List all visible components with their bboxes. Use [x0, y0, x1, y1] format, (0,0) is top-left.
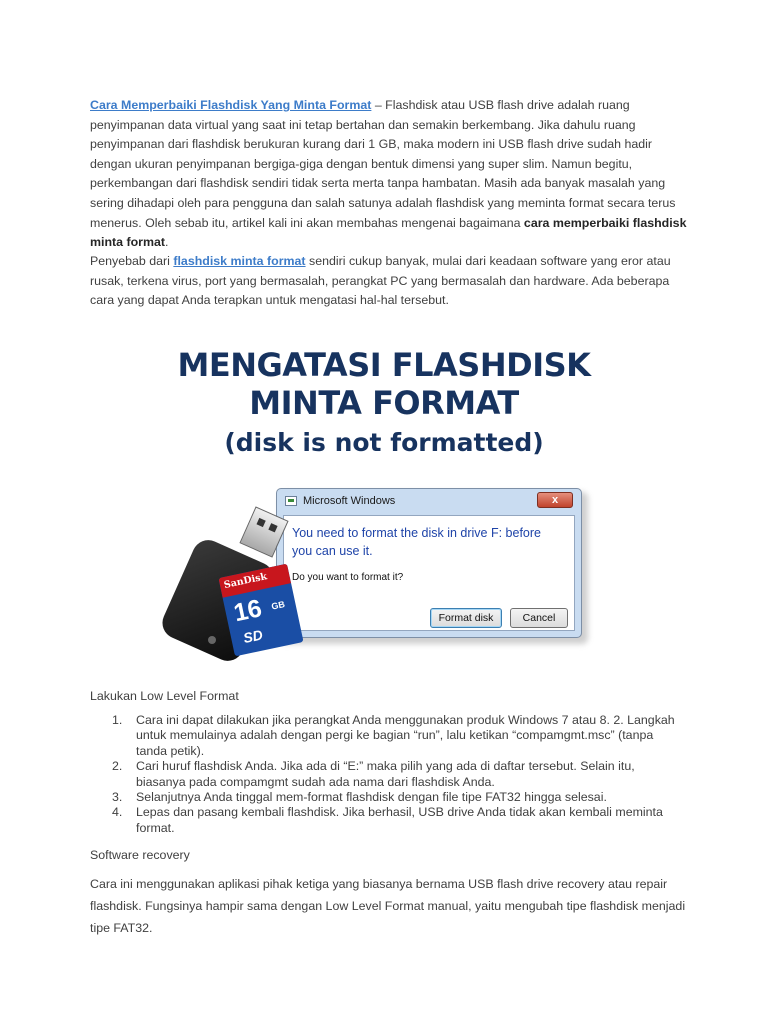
intro-bold-keyword: cara memperbaiki flashdisk minta format [90, 215, 687, 250]
dialog-title: Microsoft Windows [303, 495, 396, 507]
intro-text: – Flashdisk atau USB flash drive adalah ruang penyimpanan data virtual yang saat ini tetap bertahan dan semakin berkembang. Jika dahulu ruang penyimpanan dari flashdisk berukuran kurang dari 1 GB, maka modern ini USB flash drive sudah hadir dengan ukuran penyimpanan bergiga-giga dengan bentuk dimensi yang super slim. Namun begitu, perkembangan dari flashdisk sendiri tidak serta merta tanpa hambatan. Masih ada banyak masalah yang sering dihadapi oleh para pengguna dan salah satunya adalah flashdisk yang meminta format secara terus menerus. Oleh sebab itu, artikel kali ini akan membahas mengenai bagaimana [90, 98, 676, 230]
intro-paragraph [90, 96, 690, 253]
window-app-icon [285, 496, 297, 506]
close-icon: x [537, 492, 573, 508]
cause-paragraph [90, 252, 690, 311]
step-number: 4. [112, 805, 123, 820]
cancel-button: Cancel [510, 608, 568, 628]
software-recovery-paragraph: Cara ini menggunakan aplikasi pihak ketiga yang biasanya bernama USB flash drive recovery atau repair flashdisk. Fungsinya hampir sama dengan Low Level Format manual, yaitu mengubah tipe flashdisk menjadi tipe FAT32. [90, 877, 686, 935]
hero-title-line1: MENGATASI FLASHDISK [177, 346, 591, 384]
cause-text: sendiri cukup banyak, mulai dari keadaan software yang eror atau rusak, terkena virus, port yang bermasalah, perangkat PC yang bermasalah dan hardware. Ada beberapa cara yang dapat Anda terapkan untuk mengatasi hal-hal tersebut. [90, 254, 671, 308]
step-text: Cari huruf flashdisk Anda. Jika ada di “E:” maka pilih yang ada di daftar tersebut. Selain itu, biasanya pada compamgmt sudah ada nama dari flashdisk Anda. [136, 759, 635, 789]
cause-link[interactable]: flashdisk minta format [173, 254, 306, 268]
software-recovery-label: Software recovery [90, 848, 190, 862]
low-level-format-label: Lakukan Low Level Format [90, 689, 239, 703]
hero-subtitle: (disk is not formatted) [224, 428, 544, 457]
step-text: Selanjutnya Anda tinggal mem-format flashdisk dengan file tipe FAT32 hingga selesai. [136, 790, 607, 805]
dialog-body [283, 515, 575, 631]
format-disk-button: Format disk [430, 608, 502, 628]
intro-end: . [165, 235, 169, 250]
list-item [90, 805, 680, 836]
sd-card-logo: SD [241, 626, 265, 647]
usb-lanyard-hole [208, 636, 216, 644]
format-dialog [276, 488, 582, 638]
step-text: Cara ini dapat dilakukan jika perangkat Anda menggunakan produk Windows 7 atau 8. 2. Langkah untuk memulainya adalah dengan pergi ke bagian “run”, lalu ketikan “compamgmt.msc” (tanpa tanda petik). [136, 713, 675, 758]
dialog-question: Do you want to format it? [292, 572, 404, 583]
list-item [90, 713, 680, 759]
intro-title-link[interactable]: Cara Memperbaiki Flashdisk Yang Minta Format [90, 98, 372, 112]
dialog-titlebar [277, 489, 581, 513]
dialog-message: You need to format the disk in drive F: before you can use it. [292, 526, 541, 558]
sd-card-unit: GB [270, 599, 286, 612]
step-number: 2. [112, 759, 123, 774]
sd-card-capacity: 16 [231, 594, 265, 628]
low-level-steps [90, 713, 680, 836]
step-text: Lepas dan pasang kembali flashdisk. Jika berhasil, USB drive Anda tidak akan kembali meminta format. [136, 805, 663, 835]
step-number: 1. [112, 713, 123, 727]
hero-title-line2: MINTA FORMAT [249, 384, 519, 422]
cause-before: Penyebab dari [90, 254, 174, 268]
step-number: 3. [112, 790, 123, 805]
list-item [90, 759, 680, 790]
sd-card-brand: SanDisk [222, 571, 269, 592]
list-item [90, 790, 680, 805]
